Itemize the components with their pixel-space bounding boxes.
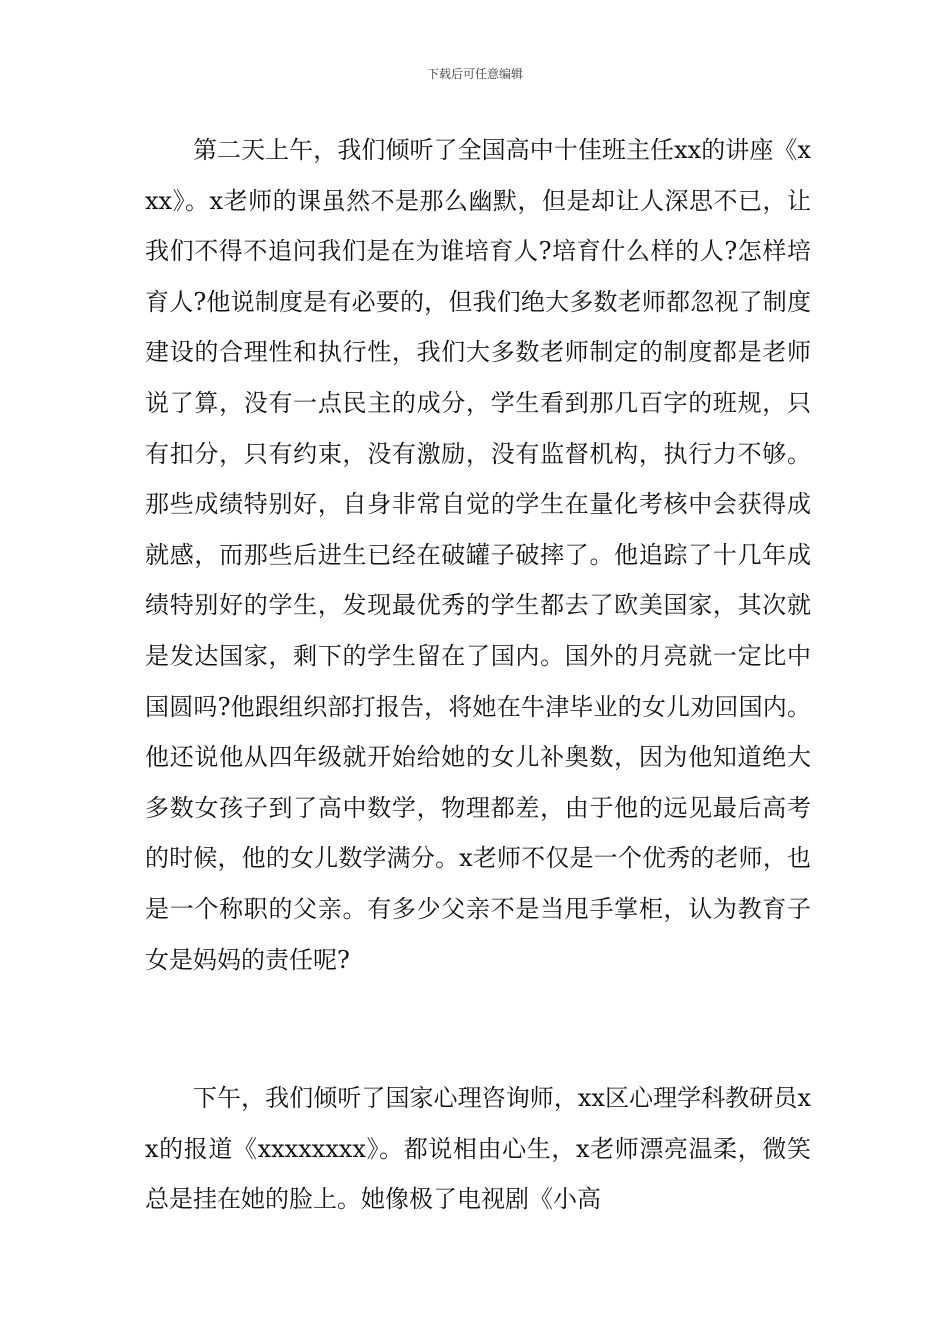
body-paragraph-1: 第二天上午，我们倾听了全国高中十佳班主任xx的讲座《xxx》。x老师的课虽然不是那么幽默，但是却让人深思不已，让我们不得不追问我们是在为谁培育人?培育什么样的人?怎样培育人?他说制度是有必要的，但我们绝大多数老师都忽视了制度建设的合理性和执行性，我们大多数老师制定的制度都是老师说了算，没有一点民主的成分，学生看到那几百字的班规，只有扣分，只有约束，没有激励，没有监督机构，执行力不够。那些成绩特别好，自身非常自觉的学生在量化考核中会获得成就感，而那些后进生已经在破罐子破摔了。他追踪了十几年成绩特别好的学生，发现最优秀的学生都去了欧美国家，其次就是发达国家，剩下的学生留在了国内。国外的月亮就一定比中国圆吗?他跟组织部打报告，将她在牛津毕业的女儿劝回国内。他还说他从四年级就开始给她的女儿补奥数，因为他知道绝大多数女孩子到了高中数学，物理都差，由于他的远见最后高考的时候，他的女儿数学满分。x老师不仅是一个优秀的老师，也是一个称职的父亲。有多少父亲不是当甩手掌柜，认为教育子女是妈妈的责任呢? — [145, 136, 811, 974]
body-paragraph-2: 下午，我们倾听了国家心理咨询师，xx区心理学科教研员xx的报道《xxxxxxxx》。都说相由心生，x老师漂亮温柔，微笑总是挂在她的脸上。她像极了电视剧《小高 — [145, 1084, 811, 1214]
page-header-note: 下载后可任意编辑 — [426, 67, 523, 81]
